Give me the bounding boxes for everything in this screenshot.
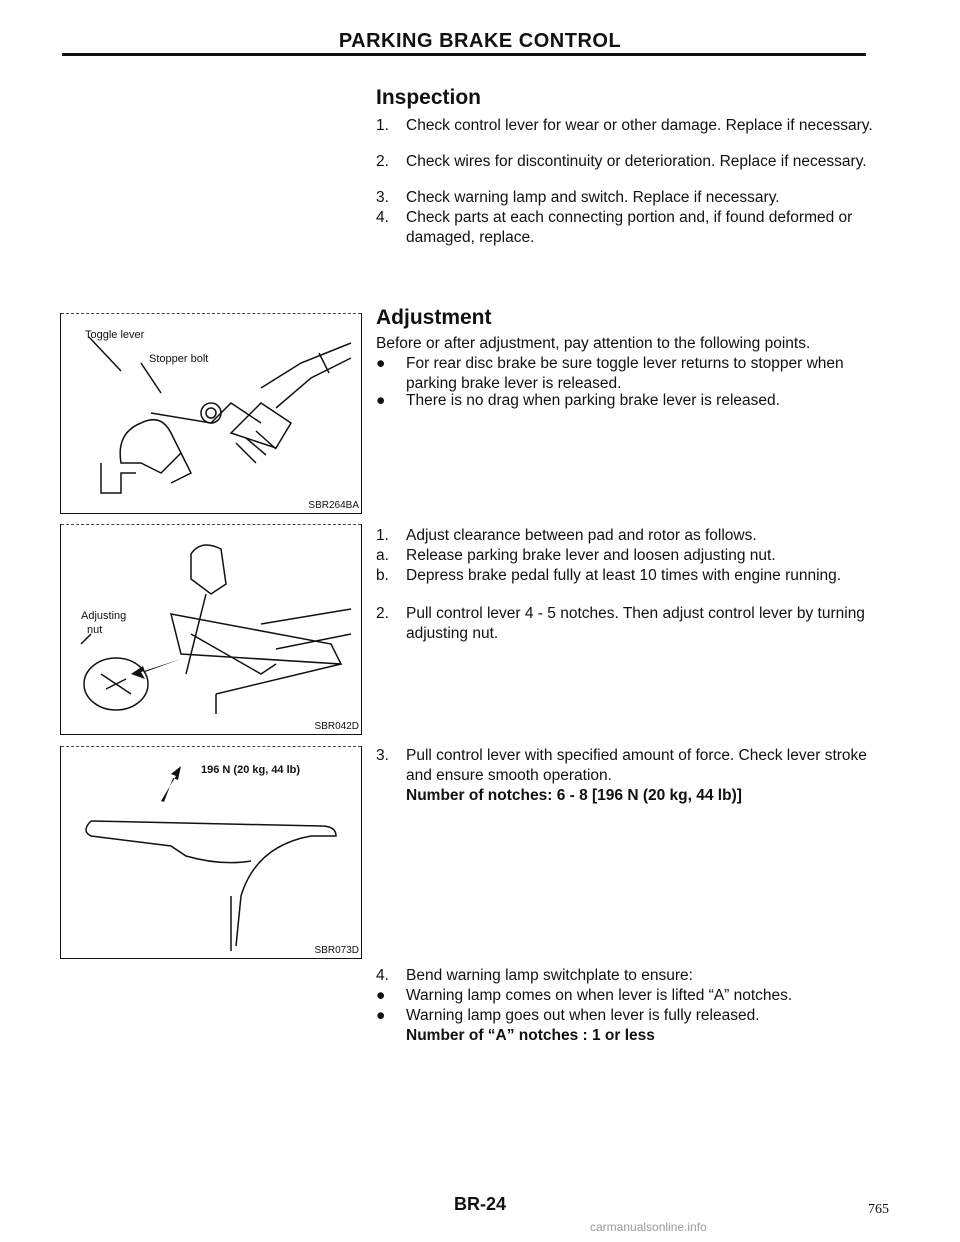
step-number: 1. <box>376 527 389 544</box>
step-number: 4. <box>376 967 389 984</box>
item-text: Check parts at each connecting portion and, if found deformed or damaged, replace. <box>406 209 853 246</box>
step-text: Pull control lever with specified amount of force. Check lever stroke and ensure smooth operation. <box>406 747 867 784</box>
item-text: Check control lever for wear or other damage. Replace if necessary. <box>406 117 873 134</box>
figure-code: SBR264BA <box>308 500 359 511</box>
item-number: 2. <box>376 153 389 170</box>
a-notch-spec: Number of “A” notches : 1 or less <box>406 1027 655 1044</box>
adjustment-heading: Adjustment <box>376 306 492 329</box>
figure-code: SBR073D <box>314 945 359 956</box>
page-code: BR-24 <box>453 1194 506 1214</box>
figure-code: SBR042D <box>314 721 359 732</box>
watermark: carmanualsonline.info <box>590 1220 707 1234</box>
bullet-text: There is no drag when parking brake lever is released. <box>406 392 780 409</box>
step-number: b. <box>376 567 389 584</box>
item-number: 1. <box>376 117 389 134</box>
toggle-lever-illustration <box>61 313 361 513</box>
adjusting-nut-illustration <box>61 524 361 734</box>
step-text: Bend warning lamp switchplate to ensure: <box>406 967 693 984</box>
bullet-icon: ● <box>376 1007 386 1024</box>
item-text: Check wires for discontinuity or deterioration. Replace if necessary. <box>406 153 867 170</box>
bullet-text: Warning lamp goes out when lever is fully released. <box>406 1007 760 1024</box>
bullet-icon: ● <box>376 355 386 372</box>
page-title: PARKING BRAKE CONTROL <box>338 30 622 52</box>
step-text: Adjust clearance between pad and rotor as follows. <box>406 527 757 544</box>
step-number: a. <box>376 547 389 564</box>
inspection-heading: Inspection <box>376 86 482 109</box>
toggle-lever-label: Toggle lever <box>85 329 145 341</box>
item-text: Check warning lamp and switch. Replace if necessary. <box>406 189 780 206</box>
adjustment-intro: Before or after adjustment, pay attention to the following points. <box>376 335 811 352</box>
adjusting-label: Adjusting <box>81 610 127 622</box>
step-text: Release parking brake lever and loosen adjusting nut. <box>406 547 776 564</box>
figure-toggle-lever <box>60 313 362 514</box>
figure-adjusting-nut <box>60 524 362 735</box>
notch-spec: Number of notches: 6 - 8 [196 N (20 kg, 44 lb)] <box>406 787 742 804</box>
force-label: 196 N (20 kg, 44 lb) <box>201 764 301 776</box>
step-number: 3. <box>376 747 389 764</box>
step-text: Pull control lever 4 - 5 notches. Then adjust control lever by turning adjusting nut. <box>406 605 865 642</box>
lever-force-illustration <box>61 746 361 958</box>
step-number: 2. <box>376 605 389 622</box>
bullet-icon: ● <box>376 392 386 409</box>
step-text: Depress brake pedal fully at least 10 times with engine running. <box>406 567 842 584</box>
figure-lever-force <box>60 746 362 959</box>
bullet-text: For rear disc brake be sure toggle lever returns to stopper when parking brake lever is released. <box>406 355 844 392</box>
title-rule <box>62 53 866 56</box>
page-number: 765 <box>868 1202 889 1217</box>
stopper-bolt-label: Stopper bolt <box>149 353 209 365</box>
nut-label: nut <box>87 624 103 636</box>
bullet-icon: ● <box>376 987 386 1004</box>
item-number: 4. <box>376 209 389 226</box>
bullet-text: Warning lamp comes on when lever is lifted “A” notches. <box>406 987 793 1004</box>
item-number: 3. <box>376 189 389 206</box>
